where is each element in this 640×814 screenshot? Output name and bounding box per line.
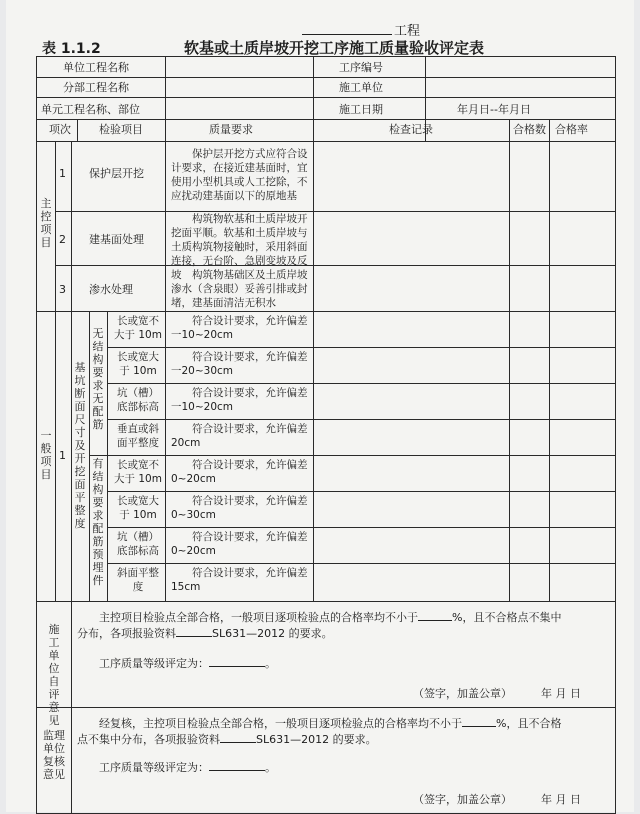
general-category-label: 基坑断面尺寸及开挖面平整度 <box>74 361 86 530</box>
construction-date-label: 施工日期 <box>339 103 383 116</box>
supervisor-eval-line1 <box>99 717 561 730</box>
main-item-2-no: 2 <box>59 233 66 246</box>
general-row-name: 斜面平整度 <box>117 567 159 593</box>
general-row-requirement: 符合设计要求，允许偏差 0~20cm <box>171 531 308 557</box>
supervisor-eval-line2 <box>77 733 377 746</box>
process-number-label: 工序编号 <box>339 61 383 74</box>
general-row-requirement: 符合设计要求，允许偏差一20~30cm <box>171 351 308 377</box>
general-row-name: 坑（槽）底部标高 <box>117 531 159 557</box>
general-item-no: 1 <box>59 449 66 462</box>
self-eval-signature: （签字，加盖公章） <box>413 687 512 700</box>
general-row-name: 长或宽不大于 10m <box>114 459 162 485</box>
main-item-2-name: 建基面处理 <box>89 233 144 246</box>
supervisor-eval-label: 监理单位复核意见 <box>43 729 65 781</box>
self-grade-blank[interactable] <box>209 666 265 667</box>
general-row-name: 坑（槽）底部标高 <box>117 387 159 413</box>
table-number: 表 1.1.2 <box>42 41 101 57</box>
supervisor-grade-end: 。 <box>265 761 276 774</box>
self-eval-line1-b: %，且不合格点不集中 <box>452 611 562 624</box>
self-grade-end: 。 <box>265 657 276 670</box>
general-group-label: 一般项目 <box>40 429 52 481</box>
general-row-requirement: 符合设计要求，允许偏差 0~20cm <box>171 459 308 485</box>
general-row-requirement: 符合设计要求，允许偏差 15cm <box>171 567 308 593</box>
construction-unit-label: 施工单位 <box>339 81 383 94</box>
general-row-name: 长或宽大于 10m <box>117 351 159 377</box>
supervisor-eval-grade <box>99 761 276 774</box>
pass-rate-blank[interactable] <box>418 620 452 621</box>
document-page <box>6 0 634 812</box>
general-row-name: 垂直或斜面平整度 <box>117 423 159 449</box>
self-eval-line2-b: SL631—2012 的要求。 <box>212 627 333 640</box>
evaluation-form <box>36 56 616 814</box>
sub-unreinforced-label: 无结构要求无配筋 <box>92 327 104 431</box>
supervisor-line2-a: 点不集中分布，各项报验资料 <box>77 733 220 746</box>
page-title: 软基或土质岸坡开挖工序施工质量验收评定表 <box>184 39 485 57</box>
general-row-name: 长或宽不大于 10m <box>114 315 162 341</box>
main-item-1-requirement: 保护层开挖方式应符合设计要求，在接近建基面时，宜使用小型机具或人工挖除，不应扰动建基面以下的原地基 <box>171 148 308 202</box>
engineering-name-blank <box>302 18 392 35</box>
self-eval-grade <box>99 657 276 670</box>
general-row-requirement: 符合设计要求，允许偏差 20cm <box>171 423 308 449</box>
main-item-2-requirement: 构筑物软基和土质岸坡开挖面平顺。软基和土质岸坡与土质构筑物接触时，采用斜面连接，无台阶、急剧变坡及反坡 <box>171 213 308 281</box>
supervisor-grade-label: 工序质量等级评定为： <box>99 761 209 774</box>
col-pass-rate: 合格率 <box>555 123 588 136</box>
unit-project-label: 单位工程名称 <box>63 61 129 74</box>
main-item-3-no: 3 <box>59 283 66 296</box>
supervisor-line2-b: SL631—2012 的要求。 <box>256 733 377 746</box>
self-eval-line1 <box>99 611 561 624</box>
general-row-requirement: 符合设计要求，允许偏差 0~30cm <box>171 495 308 521</box>
col-inspection-item: 检验项目 <box>99 123 143 136</box>
col-qualified-count: 合格数 <box>513 123 546 136</box>
main-control-group-label: 主控项目 <box>40 197 52 249</box>
self-grade-label: 工序质量等级评定为： <box>99 657 209 670</box>
supervisor-pass-rate-blank[interactable] <box>462 726 496 727</box>
materials-blank[interactable] <box>176 636 212 637</box>
supervisor-eval-date: 年 月 日 <box>541 793 581 806</box>
self-eval-line2 <box>77 627 333 640</box>
main-item-3-name: 渗水处理 <box>89 283 133 296</box>
sub-project-label: 分部工程名称 <box>63 81 129 94</box>
main-item-3-requirement: 构筑物基础区及土质岸坡渗水（含泉眼）妥善引排或封堵，建基面清洁无积水 <box>171 269 308 309</box>
col-item-no: 项次 <box>49 123 71 136</box>
general-row-requirement: 符合设计要求，允许偏差一10~20cm <box>171 387 308 413</box>
self-eval-line1-a: 主控项目检验点全部合格，一般项目逐项检验点的合格率均不小于 <box>99 611 418 624</box>
supervisor-line1-b: %，且不合格 <box>496 717 562 730</box>
main-item-1-no: 1 <box>59 167 66 180</box>
engineering-label: 工程 <box>394 24 421 39</box>
self-eval-line2-a: 分布，各项报验资料 <box>77 627 176 640</box>
col-quality-requirement: 质量要求 <box>209 123 253 136</box>
supervisor-grade-blank[interactable] <box>209 770 265 771</box>
sub-reinforced-label: 有结构要求配筋预埋件 <box>92 457 104 587</box>
general-row-requirement: 符合设计要求，允许偏差一10~20cm <box>171 315 308 341</box>
main-item-1-name: 保护层开挖 <box>89 167 144 180</box>
supervisor-eval-signature: （签字，加盖公章） <box>413 793 512 806</box>
self-eval-label: 施工单位自评意见 <box>48 623 60 727</box>
supervisor-materials-blank[interactable] <box>220 742 256 743</box>
element-project-label: 单元工程名称、部位 <box>41 103 140 116</box>
col-inspection-record: 检查记录 <box>389 123 433 136</box>
supervisor-line1-a: 经复核，主控项目检验点全部合格，一般项目逐项检验点的合格率均不小于 <box>99 717 462 730</box>
construction-date-value: 年月日--年月日 <box>457 103 531 116</box>
self-eval-date: 年 月 日 <box>541 687 581 700</box>
general-row-name: 长或宽大于 10m <box>117 495 159 521</box>
